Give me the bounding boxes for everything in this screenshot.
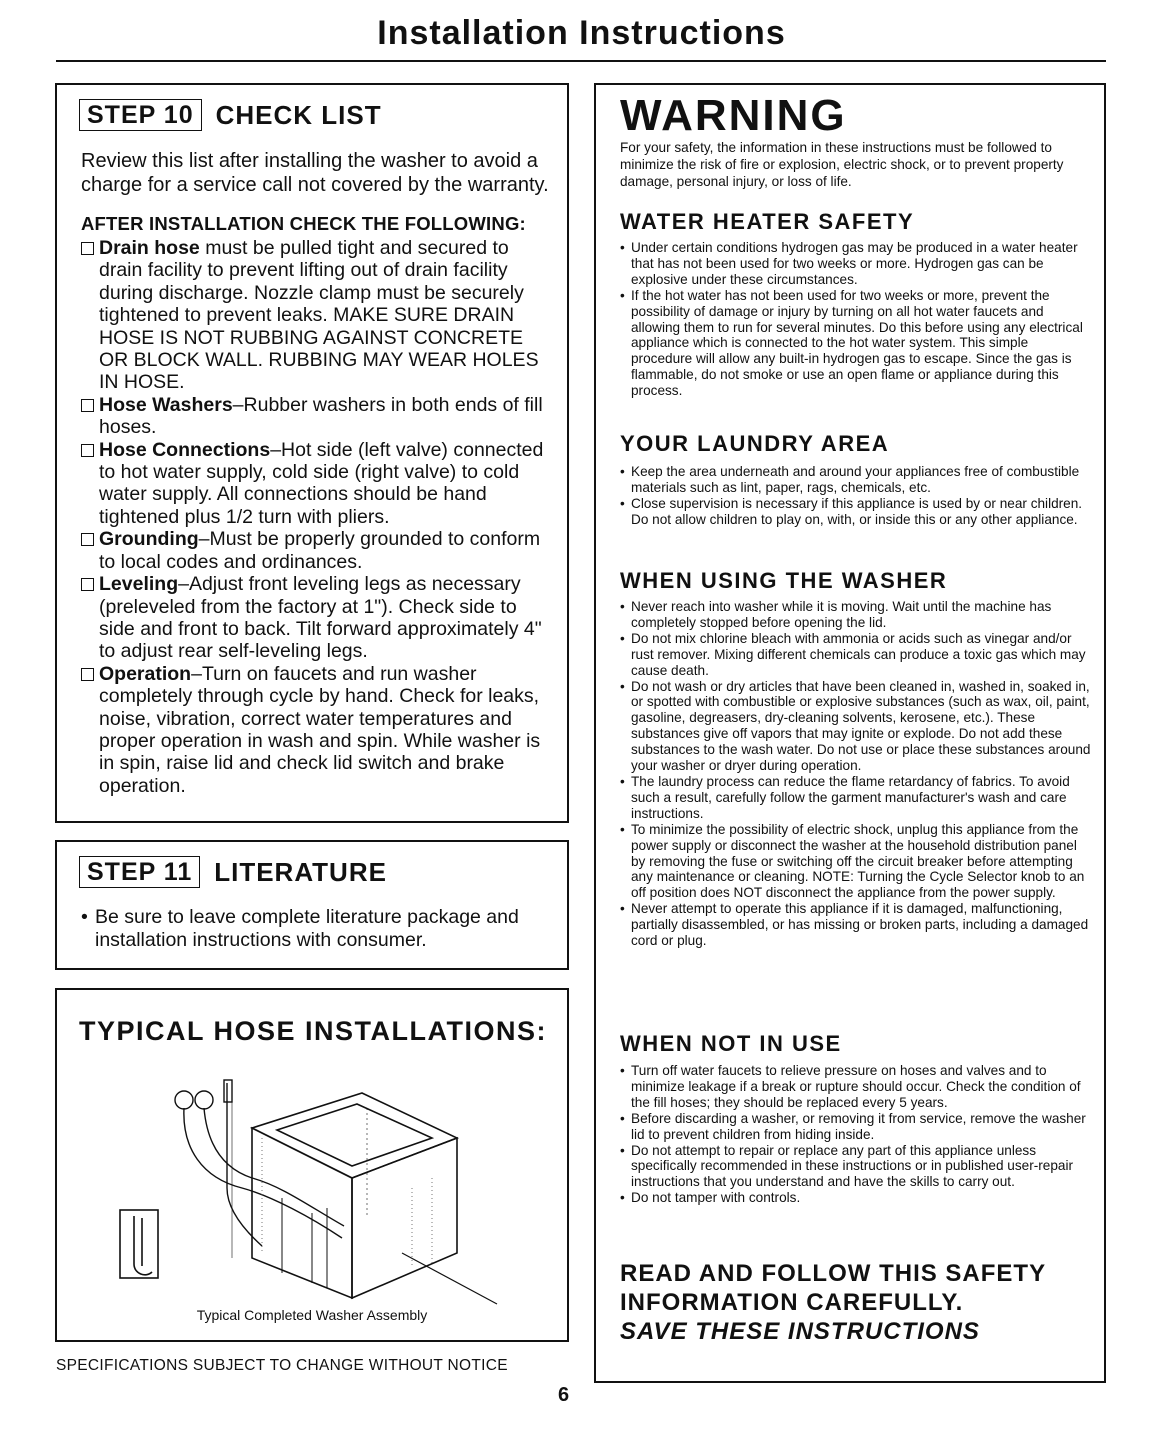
checklist-item-hose-connections (81, 439, 551, 529)
step10-heading (79, 99, 382, 131)
step11-text (81, 906, 537, 952)
list-item: • Keep the area underneath and around your appliances free of combustible materials such as lint, paper, rags, chemicals, etc. (620, 464, 1092, 496)
checkbox-icon (81, 533, 94, 546)
water-heater-bullets (620, 240, 1092, 399)
checklist-item-label: Hose Washers (99, 393, 233, 416)
specifications-note: SPECIFICATIONS SUBJECT TO CHANGE WITHOUT NOTICE (56, 1357, 508, 1374)
closing-statement (620, 1259, 1046, 1346)
page-title: Installation Instructions (377, 14, 786, 52)
checklist-item-operation (81, 663, 551, 797)
list-item: • Under certain conditions hydrogen gas may be produced in a water heater that has not been used for two weeks or more. Hydrogen gas can be explosive under these circumstances. (620, 240, 1092, 288)
checklist-item-text: must be pulled tight and secured to drain facility to prevent lifting out of drain facility during discharge. Nozzle clamp must be securely tightened to prevent leaks. MAKE SURE DRAIN HOSE IS NOT RUBBING AGAINST CONCRETE OR BLOCK WALL. RUBBING MAY WEAR HOLES IN HOSE. (99, 237, 539, 394)
checklist-item-label: Drain hose (99, 237, 200, 259)
list-item: • To minimize the possibility of electric shock, unplug this appliance from the power supply or disconnect the washer at the household distribution panel by removing the fuse or switching off the circuit breaker before attempting any maintenance or cleaning. NOTE: Turning the Cycle Selector knob to an off position does NOT disconnect the appliance from the power supply. (620, 822, 1092, 902)
list-item: • Never reach into washer while it is moving. Wait until the machine has completely stopped before opening the lid. (620, 599, 1092, 631)
washer-assembly-illustration (112, 1068, 512, 1308)
step11-tag: STEP 11 (79, 856, 200, 888)
list-item: • Do not wash or dry articles that have been cleaned in, washed in, soaked in, or spotted with combustible or explosive substances (such as wax, oil, paint, gasoline, degreasers, dry-cleaning solvents, kerosene, etc.). These substances give off vapors that may ignite or explode. Do not add these substances to the wash water. Do not use or place these substances around your washer or dryer during operation. (620, 679, 1092, 774)
checklist-item-text: –Rubber washers in both ends of fill hoses. (99, 393, 543, 439)
section-heading-using-washer: WHEN USING THE WASHER (620, 568, 948, 593)
section-heading-laundry-area: YOUR LAUNDRY AREA (620, 431, 890, 456)
list-item: • Close supervision is necessary if this appliance is used by or near children. Do not allow children to play on, with, or inside this or any other appliance. (620, 496, 1092, 528)
checklist-item-label: Hose Connections (99, 438, 271, 461)
using-washer-bullets (620, 599, 1092, 949)
checkbox-icon (81, 242, 94, 255)
checklist-item-drain-hose (81, 237, 551, 394)
page-number: 6 (558, 1384, 570, 1406)
laundry-area-bullets (620, 464, 1092, 528)
list-item: • The laundry process can reduce the flame retardancy of fabrics. To avoid such a result, carefully follow the garment manufacturer's wash and care instructions. (620, 774, 1092, 822)
closing-line-2: INFORMATION CAREFULLY. (620, 1289, 964, 1316)
list-item: • Do not tamper with controls. (620, 1190, 1092, 1206)
checklist-item-hose-washers (81, 394, 551, 439)
checklist-heading: AFTER INSTALLATION CHECK THE FOLLOWING: (81, 213, 526, 234)
checklist-item-label: Grounding (99, 528, 199, 551)
checklist-item-text: –Hot side (left valve) connected to hot water supply, cold side (right valve) to cold water supply. All connections should be hand tightened plus 1/2 turn with pliers. (99, 438, 544, 528)
warning-box (594, 83, 1106, 1383)
bullet-icon: • (81, 906, 88, 928)
step11-title: LITERATURE (214, 856, 387, 887)
closing-line-1: READ AND FOLLOW THIS SAFETY (620, 1260, 1047, 1287)
hose-installations-box (55, 988, 569, 1342)
checkbox-icon (81, 668, 94, 681)
hose-installations-title: TYPICAL HOSE INSTALLATIONS: (79, 1016, 548, 1046)
checkbox-icon (81, 399, 94, 412)
list-item: • Never attempt to operate this appliance if it is damaged, malfunctioning, partially disassembled, or has missing or broken parts, including a damaged cord or plug. (620, 901, 1092, 949)
checklist-item-text: –Adjust front leveling legs as necessary (preleveled from the factory at 1"). Check side to side and front to back. Tilt forward approximately 4" to adjust rear self-leveling legs. (99, 573, 542, 663)
step10-title: CHECK LIST (215, 99, 382, 130)
list-item: • Do not attempt to repair or replace any part of this appliance unless specifically recommended in these instructions or in published user-repair instructions that you understand and have the skills to carry out. (620, 1143, 1092, 1191)
step10-intro: Review this list after installing the washer to avoid a charge for a service call not covered by the warranty. (81, 150, 549, 196)
not-in-use-bullets (620, 1063, 1092, 1206)
checklist-item-label: Leveling (99, 573, 179, 596)
list-item: • If the hot water has not been used for two weeks or more, prevent the possibility of damage or injury by turning on all hot water faucets and allowing them to run for several minutes. Do this before using any electrical appliance which is connected to the hot water system. This simple procedure will allow any built-in hydrogen gas to escape. Since the gas is flammable, do not smoke or use an open flame or appliance during this process. (620, 288, 1092, 399)
warning-intro: For your safety, the information in these instructions must be followed to minimize the risk of fire or explosion, electric shock, or to prevent property damage, personal injury, or loss of life. (620, 140, 1064, 189)
step10-tag: STEP 10 (79, 99, 202, 131)
step11-text-content: Be sure to leave complete literature package and installation instructions with consumer. (95, 906, 519, 951)
checkbox-icon (81, 444, 94, 457)
step11-literature-box (55, 840, 569, 970)
list-item: • Turn off water faucets to relieve pressure on hoses and valves and to minimize leakage if a break or rupture should occur. Check the condition of the fill hoses; they should be replaced every 5 years. (620, 1063, 1092, 1111)
checklist-item-label: Operation (99, 662, 192, 685)
list-item: • Before discarding a washer, or removing it from service, remove the washer lid to prevent children from hiding inside. (620, 1111, 1092, 1143)
step10-checklist-box (55, 83, 569, 823)
section-heading-not-in-use: WHEN NOT IN USE (620, 1031, 842, 1056)
step11-heading (79, 856, 387, 888)
checklist-item-leveling (81, 573, 551, 663)
checklist-item-text: –Must be properly grounded to conform to local codes and ordinances. (99, 528, 541, 573)
list-item: • Do not mix chlorine bleach with ammonia or acids such as vinegar and/or rust remover. Mixing different chemicals can produce a toxic gas which may cause death. (620, 631, 1092, 679)
closing-line-3: SAVE THESE INSTRUCTIONS (620, 1318, 980, 1345)
illustration-caption: Typical Completed Washer Assembly (196, 1307, 428, 1323)
checklist-item-text: –Turn on faucets and run washer completely through cycle by hand. Check for leaks, noise, vibration, correct water temperatures and proper operation in wash and spin. While washer is in spin, raise lid and check lid switch and brake operation. (99, 662, 541, 797)
checkbox-icon (81, 578, 94, 591)
checklist (81, 237, 551, 797)
checklist-item-grounding (81, 528, 551, 573)
warning-title: WARNING (620, 91, 847, 140)
title-rule (56, 60, 1106, 62)
section-heading-water-heater: WATER HEATER SAFETY (620, 209, 915, 234)
